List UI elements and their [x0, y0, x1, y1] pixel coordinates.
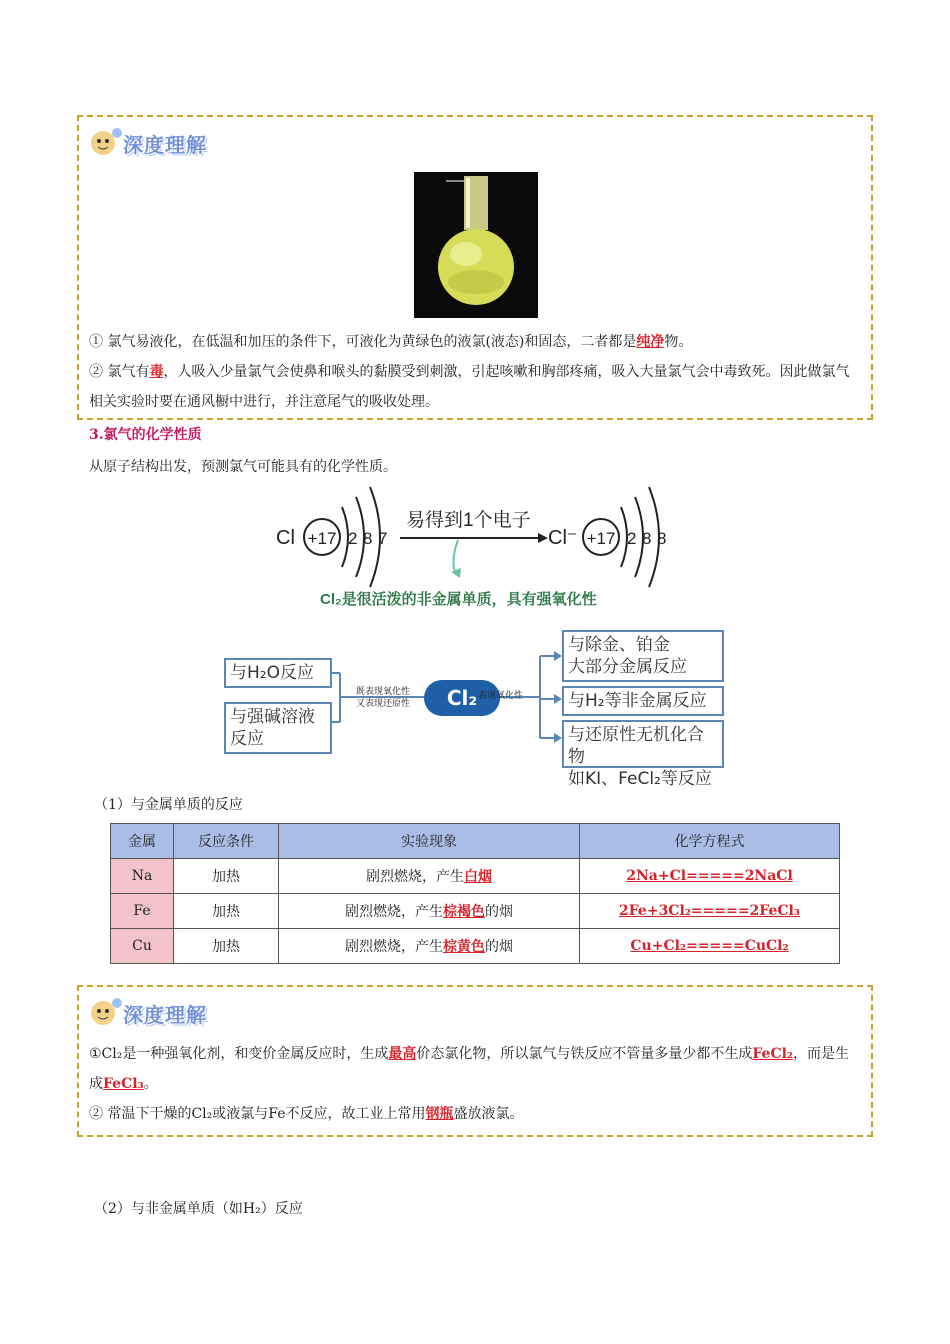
flow-metal-box: 与除金、铂金 大部分金属反应: [562, 630, 724, 682]
cell-metal: Fe: [111, 894, 174, 929]
deep-understanding-badge: [87, 995, 237, 1029]
cl-ion-symbol: Cl⁻: [548, 527, 578, 549]
cell-condition: 加热: [174, 894, 279, 929]
subsection-2-title: （2）与非金属单质（如H₂）反应: [94, 1201, 303, 1217]
table-row: [111, 894, 840, 929]
badge-label: 深度理解: [123, 133, 207, 157]
col-phenomenon: 实验现象: [279, 824, 580, 859]
metal-reaction-table: [110, 823, 840, 964]
cell-equation: 2Fe+3Cl₂=====2FeCl₃: [580, 894, 840, 929]
ion-shell-2: 8: [642, 529, 652, 548]
right-arrow-label: 表现氧化性: [478, 691, 524, 701]
cl-shell-2: 8: [363, 529, 373, 548]
cartoon-icon: [87, 995, 127, 1029]
cl-nucleus-label: +17: [307, 529, 337, 548]
cell-phenomenon: 剧烈燃烧，产生棕黄色的烟: [279, 929, 580, 964]
deep-understanding-box-1: [77, 115, 873, 420]
flow-nonmetal-box: 与H₂等非金属反应: [562, 686, 724, 716]
box1-paragraph-1: ① 氯气易液化，在低温和加压的条件下，可液化为黄绿色的液氯(液态)和固态，二者都是纯净物。: [89, 334, 693, 350]
col-metal: 金属: [111, 824, 174, 859]
table-row: [111, 929, 840, 964]
box2-paragraph-1: ①Cl₂是一种强氧化剂，和变价金属反应时，生成最高价态氯化物，所以氯气与铁反应不管量多量少都不生成FeCl₂，而是生成FeCl₃。: [89, 1046, 850, 1092]
flow-h2o-box: 与H₂O反应: [224, 658, 332, 688]
badge-label: 深度理解: [123, 1003, 207, 1027]
cell-metal: Na: [111, 859, 174, 894]
left-arrow-label: 既表现氧化性 又表现还原性: [356, 687, 411, 709]
ion-shell-1: 2: [627, 529, 637, 548]
cell-equation: Cu+Cl₂=====CuCl₂: [580, 929, 840, 964]
deep-understanding-box-2: [77, 985, 873, 1137]
atom-caption: Cl₂是很活泼的非金属单质，具有强氧化性: [320, 591, 597, 608]
cl-shell-1: 2: [348, 529, 358, 548]
box2-paragraph-2: ② 常温下干燥的Cl₂或液氯与Fe不反应，故工业上常用钢瓶盛放液氯。: [89, 1106, 524, 1122]
col-equation: 化学方程式: [580, 824, 840, 859]
cell-condition: 加热: [174, 929, 279, 964]
box1-paragraph-2: ② 氯气有毒，人吸入少量氯气会使鼻和喉头的黏膜受到刺激，引起咳嗽和胸部疼痛，吸入大量氯气会中毒致死。因此做氯气相关实验时要在通风橱中进行，并注意尾气的吸收处理。: [89, 364, 850, 410]
cl-ion-nucleus-label: +17: [586, 529, 616, 548]
cl-shell-3: 7: [378, 529, 388, 548]
cartoon-icon: [87, 125, 127, 159]
flow-reducing-box: 与还原性无机化合物 如KI、FeCl₂等反应: [562, 720, 724, 768]
cl-symbol: Cl: [276, 527, 295, 549]
col-condition: 反应条件: [174, 824, 279, 859]
table-header-row: [111, 824, 840, 859]
cell-equation: 2Na+Cl=====2NaCl: [580, 859, 840, 894]
cell-metal: Cu: [111, 929, 174, 964]
cell-phenomenon: 剧烈燃烧，产生棕褐色的烟: [279, 894, 580, 929]
cl2-center: Cl₂: [424, 680, 500, 716]
chlorine-flask-image: [414, 172, 538, 318]
arrow-label: 易得到1个电子: [406, 510, 531, 531]
atom-structure-diagram: [270, 482, 690, 612]
subsection-1-title: （1）与金属单质的反应: [94, 797, 243, 813]
cell-phenomenon: 剧烈燃烧，产生白烟: [279, 859, 580, 894]
table-row: [111, 859, 840, 894]
ion-shell-3: 8: [657, 529, 667, 548]
deep-understanding-badge: [87, 125, 237, 159]
flow-base-box: 与强碱溶液 反应: [224, 702, 332, 754]
section-intro: 从原子结构出发，预测氯气可能具有的化学性质。: [89, 459, 397, 475]
section-title: 3.氯气的化学性质: [89, 427, 202, 443]
cell-condition: 加热: [174, 859, 279, 894]
